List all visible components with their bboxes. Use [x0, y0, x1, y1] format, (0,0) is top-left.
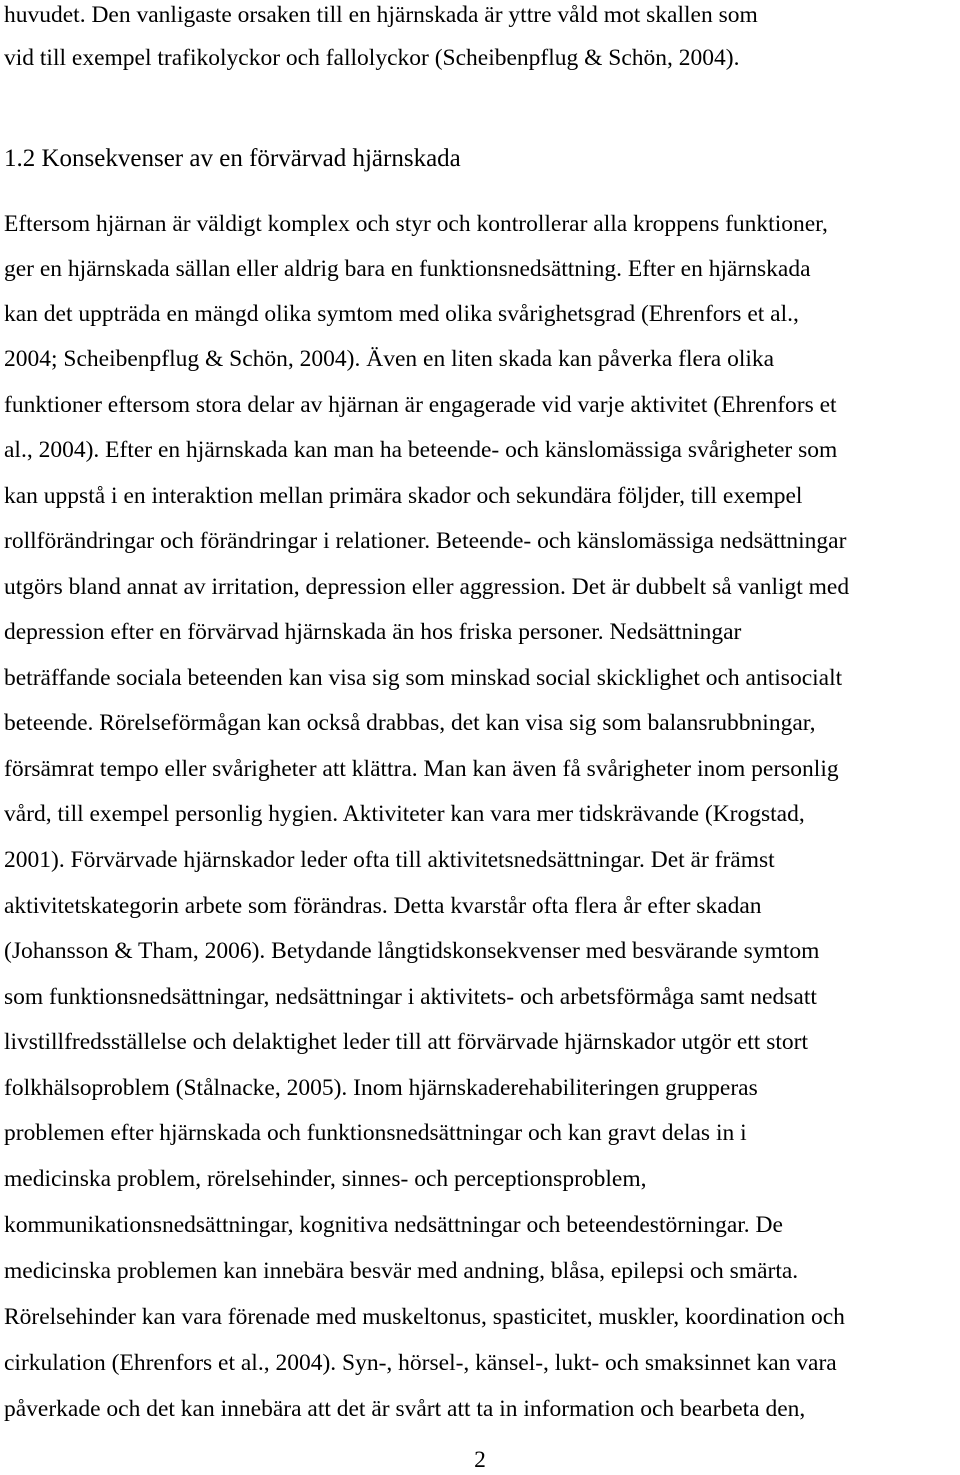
body-line: aktivitetskategorin arbete som förändras. Detta kvarstår ofta flera år efter skadan — [4, 893, 762, 919]
intro-line-1: huvudet. Den vanligaste orsaken till en hjärnskada är yttre våld mot skallen som — [4, 2, 758, 28]
body-line: livstillfredsställelse och delaktighet leder till att förvärvade hjärnskador utgör ett stort — [4, 1029, 808, 1055]
body-line: utgörs bland annat av irritation, depression eller aggression. Det är dubbelt så vanligt med — [4, 574, 850, 600]
section-heading: 1.2 Konsekvenser av en förvärvad hjärnskada — [4, 145, 461, 172]
body-line: funktioner eftersom stora delar av hjärnan är engagerade vid varje aktivitet (Ehrenfors et — [4, 392, 837, 418]
intro-line-2: vid till exempel trafikolyckor och fallolyckor (Scheibenpflug & Schön, 2004). — [4, 45, 740, 71]
body-line: Rörelsehinder kan vara förenade med muskeltonus, spasticitet, muskler, koordination och — [4, 1304, 845, 1330]
body-line: depression efter en förvärvad hjärnskada än hos friska personer. Nedsättningar — [4, 619, 742, 645]
body-line: problemen efter hjärnskada och funktionsnedsättningar och kan gravt delas in i — [4, 1120, 747, 1146]
body-line: cirkulation (Ehrenfors et al., 2004). Syn-, hörsel-, känsel-, lukt- och smaksinnet kan vara — [4, 1350, 837, 1376]
body-line: kan det uppträda en mängd olika symtom med olika svårighetsgrad (Ehrenfors et al., — [4, 301, 799, 327]
body-line: som funktionsnedsättningar, nedsättningar i aktivitets- och arbetsförmåga samt nedsatt — [4, 984, 817, 1010]
body-line: ger en hjärnskada sällan eller aldrig bara en funktionsnedsättning. Efter en hjärnskada — [4, 256, 811, 282]
body-line: 2004; Scheibenpflug & Schön, 2004). Även en liten skada kan påverka flera olika — [4, 346, 775, 372]
body-line: 2001). Förvärvade hjärnskador leder ofta till aktivitetsnedsättningar. Det är främst — [4, 847, 775, 873]
body-line: medicinska problemen kan innebära besvär med andning, blåsa, epilepsi och smärta. — [4, 1258, 799, 1284]
body-line: kommunikationsnedsättningar, kognitiva nedsättningar och beteendestörningar. De — [4, 1212, 783, 1238]
body-line: försämrat tempo eller svårigheter att klättra. Man kan även få svårigheter inom personlig — [4, 756, 839, 782]
body-line: Eftersom hjärnan är väldigt komplex och styr och kontrollerar alla kroppens funktioner, — [4, 211, 828, 237]
body-line: medicinska problem, rörelsehinder, sinnes- och perceptionsproblem, — [4, 1166, 647, 1192]
body-line: rollförändringar och förändringar i relationer. Beteende- och känslomässiga nedsättningar — [4, 528, 847, 554]
body-line: vård, till exempel personlig hygien. Aktiviteter kan vara mer tidskrävande (Krogstad, — [4, 801, 805, 827]
body-line: folkhälsoproblem (Stålnacke, 2005). Inom hjärnskaderehabiliteringen grupperas — [4, 1075, 758, 1101]
page-number: 2 — [474, 1447, 486, 1473]
body-line: påverkade och det kan innebära att det är svårt att ta in information och bearbeta den, — [4, 1396, 806, 1422]
body-line: kan uppstå i en interaktion mellan primära skador och sekundära följder, till exempel — [4, 483, 803, 509]
body-line: (Johansson & Tham, 2006). Betydande långtidskonsekvenser med besvärande symtom — [4, 938, 820, 964]
body-line: beteende. Rörelseförmågan kan också drabbas, det kan visa sig som balansrubbningar, — [4, 710, 816, 736]
body-line: beträffande sociala beteenden kan visa sig som minskad social skicklighet och antisocialt — [4, 665, 843, 691]
body-line: al., 2004). Efter en hjärnskada kan man ha beteende- och känslomässiga svårigheter som — [4, 437, 838, 463]
